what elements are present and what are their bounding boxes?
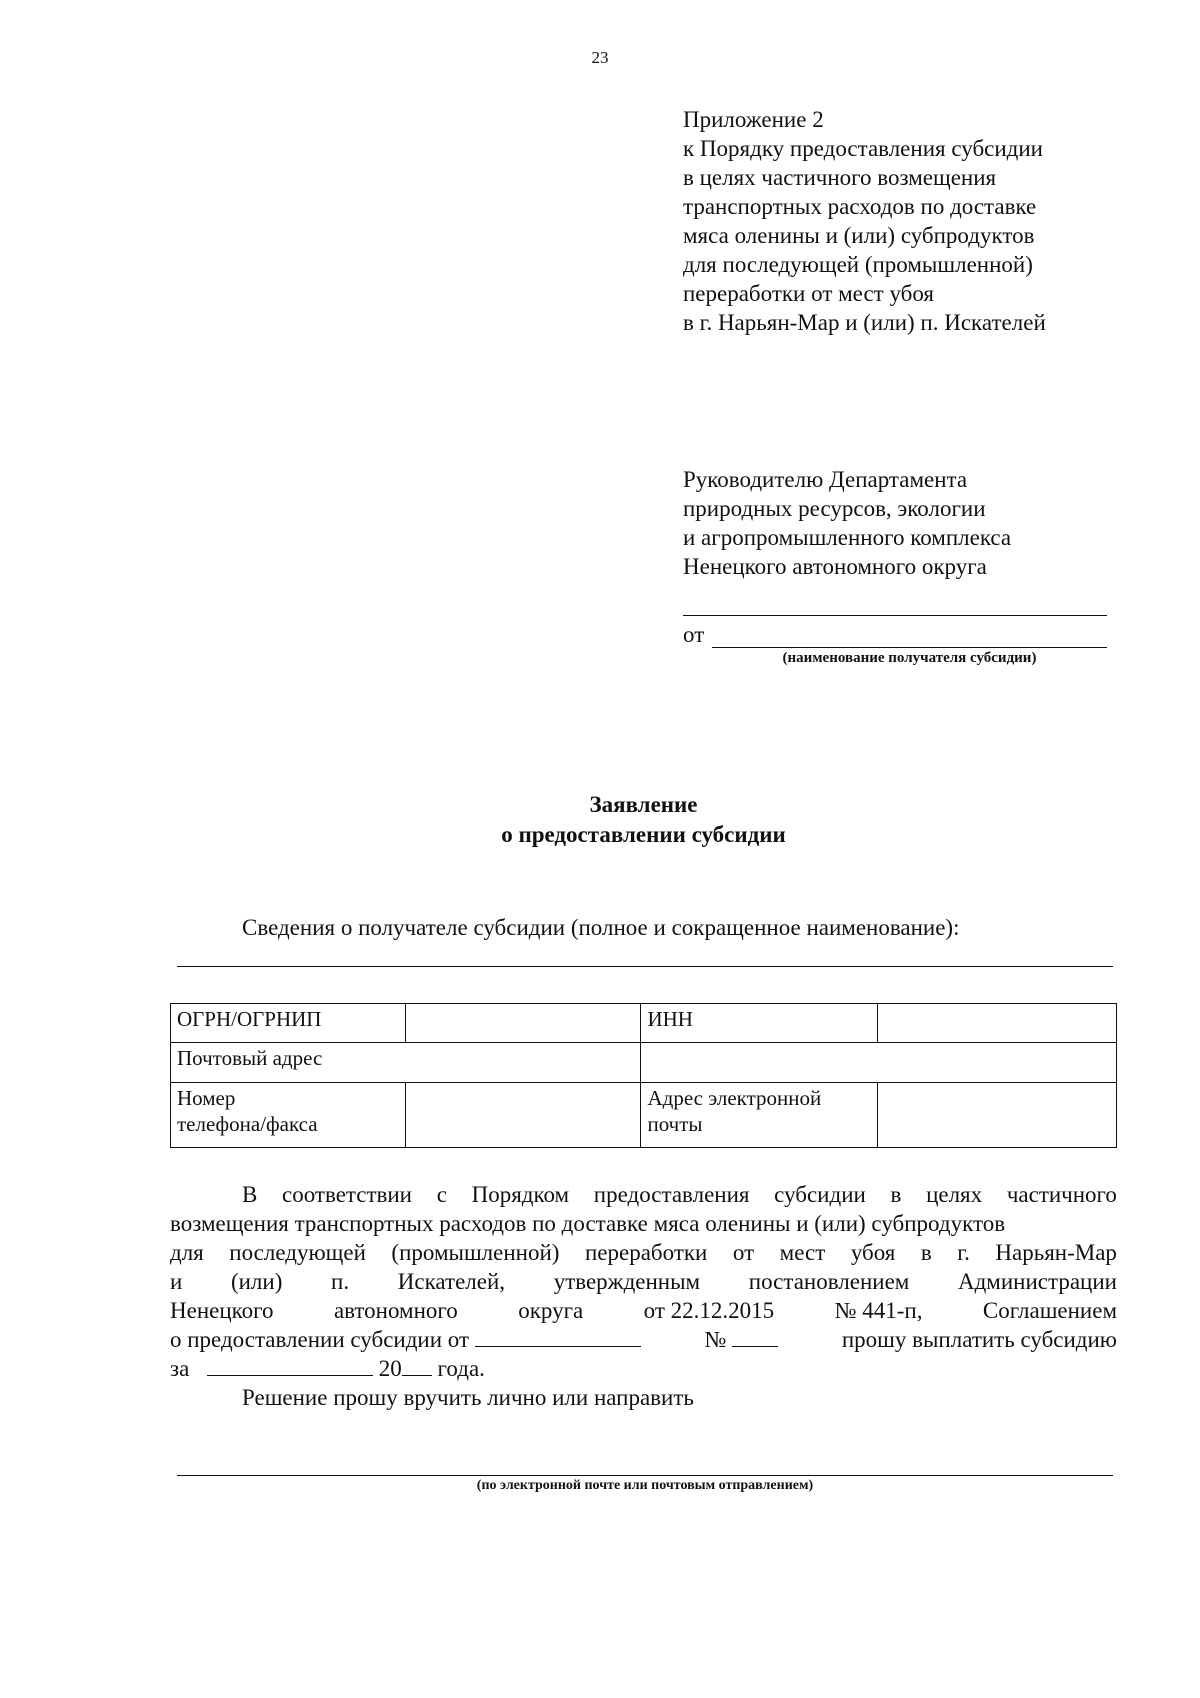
appendix-line: для последующей (промышленной) [683, 252, 1033, 277]
from-fill-line [712, 647, 1107, 648]
word: и [170, 1269, 183, 1294]
email-label [641, 1083, 878, 1148]
postal-address-value-cell[interactable] [641, 1043, 1117, 1083]
recipient-info-label: Сведения о получателе субсидии (полное и сокращенное наименование): [242, 915, 960, 940]
word: для [170, 1240, 204, 1265]
agreement-date-blank[interactable] [475, 1328, 641, 1347]
addressee-line: и агропромышленного комплекса [683, 525, 1012, 550]
year-blank[interactable] [402, 1357, 432, 1376]
word: постановлением [748, 1269, 910, 1294]
addressee-fill-line [683, 615, 1107, 616]
word: мест [779, 1240, 826, 1265]
body-paragraph [170, 1180, 1117, 1412]
word: Соглашением [982, 1298, 1117, 1323]
addressee-line: Ненецкого автономного округа [683, 554, 987, 579]
appendix-block [683, 105, 1046, 337]
ogrn-value-cell[interactable] [405, 1004, 641, 1043]
period-label: за [170, 1356, 190, 1381]
word: переработки [584, 1240, 708, 1265]
appendix-line: мяса оленины и (или) субпродуктов [683, 223, 1035, 248]
word: автономного [333, 1298, 458, 1323]
appendix-line: транспортных расходов по доставке [683, 194, 1037, 219]
word: утвержденным [553, 1269, 701, 1294]
word: Ненецкого [170, 1298, 274, 1323]
table-row [171, 1004, 1117, 1043]
phone-label-line: телефона/факса [177, 1112, 318, 1136]
number-sign: № [704, 1327, 727, 1352]
body-line-3 [170, 1238, 1117, 1267]
appendix-line: в целях частичного возмещения [683, 165, 997, 190]
phone-value-cell[interactable] [405, 1083, 641, 1148]
from-label: от [683, 622, 705, 647]
word: субсидии [774, 1182, 866, 1207]
addressee-line: природных ресурсов, экологии [683, 496, 986, 521]
year-prefix: 20 [378, 1356, 402, 1381]
page-number: 23 [591, 48, 609, 67]
year-suffix: года. [437, 1356, 485, 1381]
body-line-1 [170, 1180, 1117, 1209]
appendix-line: Приложение 2 [683, 107, 824, 132]
word: п. [331, 1269, 350, 1294]
inn-label: ИНН [641, 1004, 878, 1043]
from-caption: (наименование получателя субсидии) [782, 650, 1037, 666]
word: (или) [230, 1269, 283, 1294]
word: в [920, 1240, 932, 1265]
word: В [242, 1182, 258, 1207]
appendix-line: переработки от мест убоя [683, 281, 935, 306]
title-line-2: о предоставлении субсидии [501, 822, 786, 847]
decision-fill-line[interactable] [177, 1475, 1113, 1476]
document-title [0, 790, 1200, 850]
decision-line: Решение прошу вручить лично или направить [242, 1385, 694, 1410]
phone-label [171, 1083, 406, 1148]
word: Нарьян-Мар [995, 1240, 1117, 1265]
word: (промышленной) [391, 1240, 560, 1265]
body-line-6 [170, 1325, 1117, 1354]
period-blank[interactable] [207, 1357, 373, 1376]
agreement-number-blank[interactable] [732, 1328, 778, 1347]
addressee-block [683, 465, 1011, 581]
word: с [436, 1182, 447, 1207]
recipient-fill-line [177, 966, 1113, 967]
addressee-line: Руководителю Департамента [683, 467, 968, 492]
title-line-1: Заявление [589, 792, 698, 817]
appendix-line: к Порядку предоставления субсидии [683, 136, 1043, 161]
word: Порядком [471, 1182, 570, 1207]
agreement-label: о предоставлении субсидии от [170, 1327, 470, 1352]
word: от 22.12.2015 [643, 1298, 775, 1323]
word: предоставления [593, 1182, 750, 1207]
table-row [171, 1083, 1117, 1148]
ogrn-label: ОГРН/ОГРНИП [171, 1004, 406, 1043]
word: Администрации [957, 1269, 1117, 1294]
body-line-5 [170, 1296, 1117, 1325]
word: г. [957, 1240, 970, 1265]
table-row [171, 1043, 1117, 1083]
word: в [890, 1182, 902, 1207]
payment-request-text: прошу выплатить субсидию [841, 1327, 1117, 1352]
decision-caption: (по электронной почте или почтовым отправлением) [476, 1478, 814, 1493]
word: частичного [1006, 1182, 1117, 1207]
email-label-line: почты [647, 1112, 703, 1136]
recipient-table [170, 1003, 1117, 1148]
appendix-line: в г. Нарьян-Мар и (или) п. Искателей [683, 310, 1046, 335]
inn-value-cell[interactable] [878, 1004, 1117, 1043]
word: № 441-п, [834, 1298, 923, 1323]
postal-address-label: Почтовый адрес [171, 1043, 641, 1083]
phone-label-line: Номер [177, 1086, 236, 1110]
agreement-date-line [170, 1325, 641, 1354]
word: последующей [229, 1240, 366, 1265]
word: Искателей, [397, 1269, 506, 1294]
word: округа [518, 1298, 584, 1323]
word: убоя [850, 1240, 896, 1265]
body-line-7 [170, 1354, 1117, 1383]
body-line-2: возмещения транспортных расходов по доставке мяса оленины и (или) субпродуктов [170, 1211, 1006, 1236]
word: соответствии [282, 1182, 412, 1207]
email-value-cell[interactable] [878, 1083, 1117, 1148]
word: целях [926, 1182, 983, 1207]
word: от [732, 1240, 755, 1265]
body-line-4 [170, 1267, 1117, 1296]
agreement-number-line [704, 1325, 778, 1354]
email-label-line: Адрес электронной [647, 1086, 822, 1110]
